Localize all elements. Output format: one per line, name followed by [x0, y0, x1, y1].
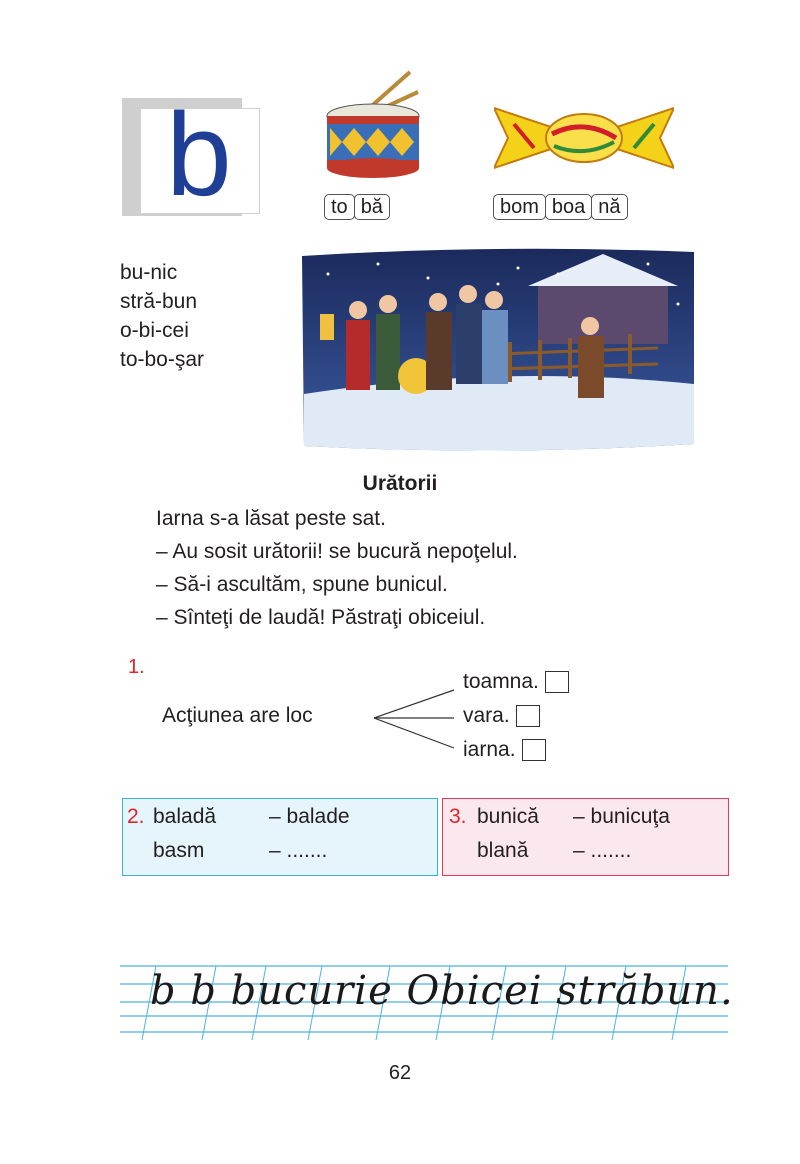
option-label: vara.	[463, 704, 510, 727]
syllable-chip: bom	[493, 194, 546, 220]
exercise-3-box	[442, 798, 729, 876]
page-number: 62	[388, 1062, 412, 1084]
answer-checkbox[interactable]	[516, 705, 540, 727]
handwriting-lines	[120, 960, 734, 1044]
candy-syllables	[493, 194, 627, 220]
exercise-2-box	[122, 798, 438, 876]
answer-checkbox[interactable]	[522, 739, 546, 761]
story-text	[156, 502, 518, 634]
candy-illustration	[494, 98, 674, 178]
word-item: stră-bun	[120, 290, 198, 313]
exercise-2-number: 2.	[127, 805, 145, 828]
story-line: – Să-i ascultăm, spune bunicul.	[156, 573, 448, 596]
word-item: bu-nic	[120, 261, 178, 284]
story-line: – Au sosit urătorii! se bucură nepoţelul.	[156, 540, 518, 563]
exercise-2-word: baladă	[153, 805, 217, 828]
big-letter: b	[166, 89, 232, 221]
word-item: o-bi-cei	[120, 319, 189, 342]
syllable-word-list	[120, 258, 204, 374]
carolers-illustration	[298, 244, 698, 452]
option-label: toamna.	[463, 670, 539, 693]
story-title: Urătorii	[362, 472, 438, 495]
answer-checkbox[interactable]	[545, 671, 569, 693]
exercise-2-answer: – balade	[269, 805, 350, 828]
option-row	[463, 738, 546, 762]
exercise-2-word: basm	[153, 839, 205, 862]
drum-syllables	[324, 194, 389, 220]
exercise-1-stem: Acţiunea are loc	[162, 704, 313, 727]
handwriting-sample: b b bucurie Obicei străbun.	[150, 968, 734, 1014]
exercise-3-blank[interactable]: – .......	[573, 839, 632, 862]
exercise-3-word: bunică	[477, 805, 539, 828]
story-line: Iarna s-a lăsat peste sat.	[156, 507, 386, 530]
exercise-2-blank[interactable]: – .......	[269, 839, 328, 862]
option-label: iarna.	[463, 738, 516, 761]
drum-illustration	[318, 68, 428, 188]
exercise-1-number: 1.	[128, 656, 145, 678]
exercise-3-answer: – bunicuţa	[573, 805, 670, 828]
syllable-chip: nă	[591, 194, 627, 220]
syllable-chip: bă	[354, 194, 390, 220]
option-row	[463, 670, 569, 694]
option-row	[463, 704, 540, 728]
syllable-chip: boa	[545, 194, 592, 220]
exercise-3-word: blană	[477, 839, 529, 862]
syllable-chip: to	[324, 194, 355, 220]
word-item: to-bo-şar	[120, 348, 205, 371]
exercise-3-number: 3.	[449, 805, 467, 828]
story-line: – Sînteţi de laudă! Păstraţi obiceiul.	[156, 606, 486, 629]
branch-lines	[370, 686, 460, 756]
